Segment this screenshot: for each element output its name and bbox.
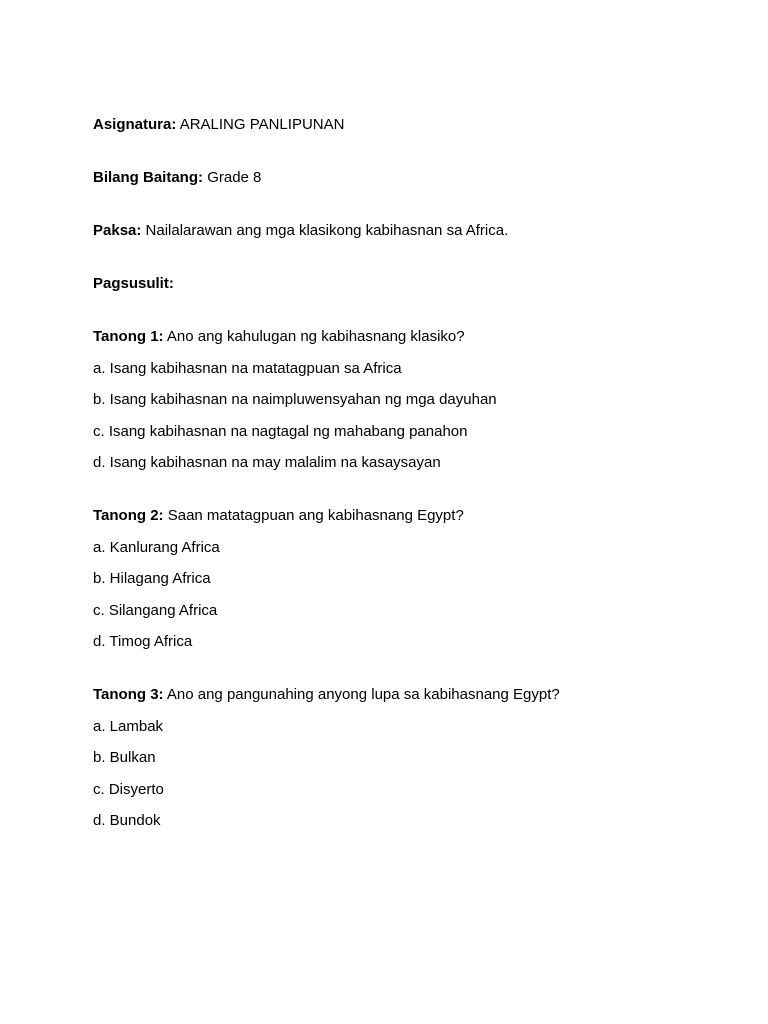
- question-3-label: Tanong 3:: [93, 686, 164, 703]
- question-2-label: Tanong 2:: [93, 507, 164, 524]
- paksa-label: Paksa:: [93, 222, 142, 239]
- question-2-option-b: b. Hilagang Africa: [93, 570, 211, 587]
- paksa-value: Nailalarawan ang mga klasikong kabihasnan sa Africa.: [145, 222, 509, 239]
- question-2-option-d: d. Timog Africa: [93, 633, 193, 650]
- baitang-line: [93, 168, 713, 188]
- question-3-option-b: b. Bulkan: [93, 749, 156, 766]
- document-page: [93, 115, 713, 831]
- question-1-text: Ano ang kahulugan ng kabihasnang klasiko?: [166, 328, 465, 345]
- question-2-text: Saan matatagpuan ang kabihasnang Egypt?: [167, 507, 464, 524]
- question-3-option-c: c. Disyerto: [93, 780, 164, 798]
- question-block-3: [93, 685, 713, 831]
- question-3: [93, 685, 713, 705]
- question-1-option-a: a. Isang kabihasnan na matatagpuan sa Africa: [93, 359, 402, 377]
- question-1: [93, 327, 713, 347]
- question-2: [93, 506, 713, 526]
- baitang-value: Grade 8: [207, 169, 262, 186]
- question-1-label: Tanong 1:: [93, 328, 164, 345]
- pagsusulit-label: Pagsusulit:: [93, 275, 174, 292]
- question-1-option-b: b. Isang kabihasnan na naimpluwensyahan ng mga dayuhan: [93, 391, 497, 408]
- asignatura-label: Asignatura:: [93, 116, 177, 133]
- question-2-option-a: a. Kanlurang Africa: [93, 538, 220, 556]
- baitang-label: Bilang Baitang:: [93, 169, 204, 186]
- question-3-option-d: d. Bundok: [93, 812, 161, 829]
- question-1-option-d: d. Isang kabihasnan na may malalim na kasaysayan: [93, 454, 441, 471]
- question-3-option-a: a. Lambak: [93, 717, 164, 735]
- asignatura-value: ARALING PANLIPUNAN: [179, 116, 345, 133]
- pagsusulit-heading: [93, 274, 713, 294]
- paksa-line: [93, 221, 713, 241]
- question-3-text: Ano ang pangunahing anyong lupa sa kabihasnang Egypt?: [166, 686, 560, 703]
- asignatura-line: [93, 115, 713, 135]
- question-block-1: [93, 327, 713, 473]
- question-block-2: [93, 506, 713, 652]
- question-2-option-c: c. Silangang Africa: [93, 601, 218, 619]
- question-1-option-c: c. Isang kabihasnan na nagtagal ng mahabang panahon: [93, 422, 468, 440]
